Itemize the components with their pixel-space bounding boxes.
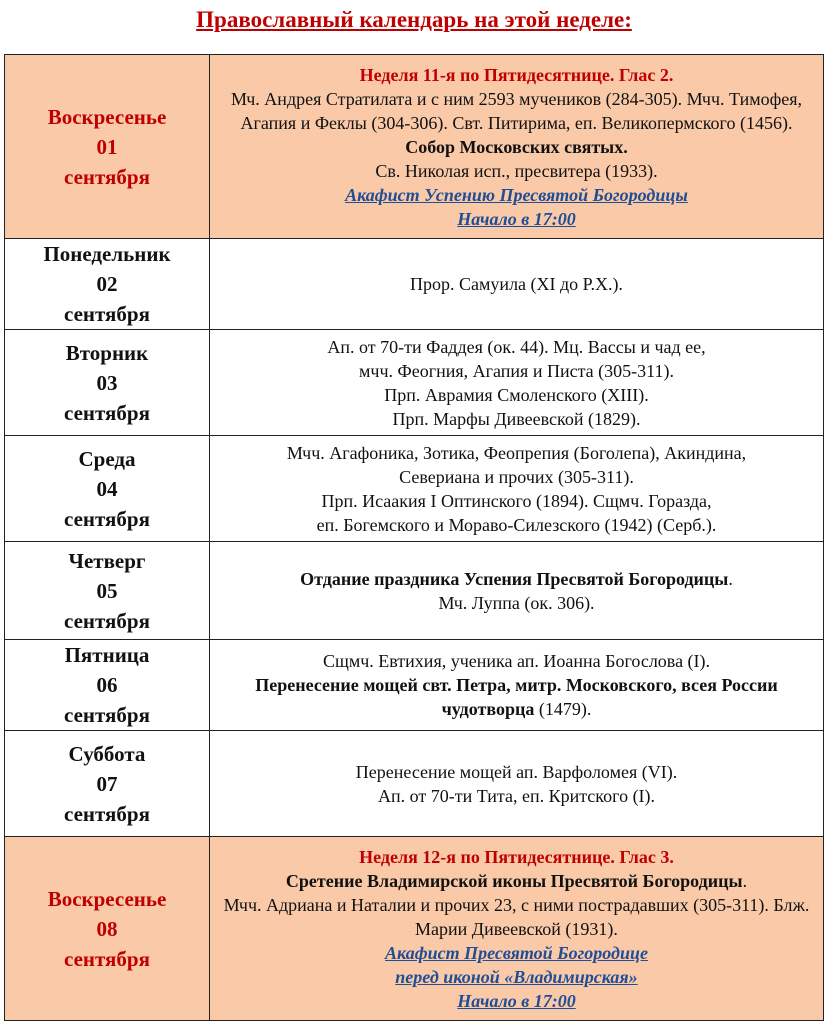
day-cell: [5, 55, 210, 239]
day-number: 05: [96, 578, 118, 603]
day-number: 01: [96, 134, 118, 159]
day-number: 02: [96, 272, 118, 296]
saints-cell: [210, 542, 824, 640]
akathist-link[interactable]: Акафист Пресвятой Богородице: [385, 942, 648, 963]
day-cell: [5, 239, 210, 330]
saints-line: еп. Богемского и Мораво-Силезского (1942) (Серб.).: [316, 514, 717, 535]
table-row: [5, 640, 824, 731]
saints-text: Св. Николая исп., пресвитера (1933).: [375, 160, 658, 181]
table-row: [5, 542, 824, 640]
saints-line: Прп. Аврамия Смоленского (XIII).: [384, 384, 649, 405]
page-title: Православный календарь на этой неделе:: [196, 7, 632, 32]
table-row: [5, 330, 824, 436]
day-cell: [5, 330, 210, 436]
feast-bold: Собор Московских святых.: [405, 136, 628, 157]
day-cell: [5, 837, 210, 1021]
month: сентября: [64, 400, 150, 425]
weekday: Воскресенье: [47, 886, 167, 911]
day-number: 07: [96, 771, 118, 796]
saints-cell: [210, 731, 824, 837]
table-row: [5, 436, 824, 542]
saints-text: Мчч. Адриана и Наталии и прочих 23, с ними пострадавших (305-311). Блж. Марии Дивеевской (1931).: [223, 894, 810, 939]
month: сентября: [64, 506, 150, 531]
table-row: [5, 239, 824, 330]
day-cell: [5, 542, 210, 640]
saints-line: Сщмч. Евтихия, ученика ап. Иоанна Богослова (I).: [322, 651, 711, 671]
table-row: [5, 731, 824, 837]
saints-line: мчч. Феогния, Агапия и Писта (305-311).: [359, 360, 674, 381]
day-number: 04: [96, 476, 118, 501]
day-cell: [5, 640, 210, 731]
table-row: [5, 837, 824, 1021]
saints-text: (1479).: [534, 699, 592, 719]
saints-line: Перенесение мощей ап. Варфоломея (VI).: [355, 761, 678, 782]
weekday: Вторник: [65, 340, 149, 365]
saints-line: Ап. от 70-ти Фаддея (ок. 44). Мц. Вассы и чад ее,: [327, 336, 706, 357]
month: сентября: [64, 703, 150, 727]
month: сентября: [64, 164, 150, 189]
akathist-link[interactable]: перед иконой «Владимирская»: [395, 966, 638, 987]
akathist-link[interactable]: Акафист Успению Пресвятой Богородицы: [345, 184, 688, 205]
saints-cell: [210, 640, 824, 731]
punctuation: .: [742, 870, 748, 891]
weekday: Четверг: [68, 548, 146, 573]
saints-line: Мчч. Агафоника, Зотика, Феопрепия (Боголепа), Акиндина,: [286, 442, 747, 463]
saints-text: Прор. Самуила (XI до Р.Х.).: [410, 274, 623, 294]
saints-cell: [210, 436, 824, 542]
feast-bold: Сретение Владимирской иконы Пресвятой Богородицы: [285, 870, 743, 891]
day-number: 03: [96, 370, 118, 395]
weekday: Суббота: [68, 741, 146, 766]
day-cell: [5, 731, 210, 837]
saints-line: Мч. Луппа (ок. 306).: [438, 592, 595, 613]
day-number: 08: [96, 916, 118, 941]
saints-line: Прп. Марфы Дивеевской (1829).: [392, 408, 641, 429]
saints-cell: [210, 330, 824, 436]
punctuation: .: [728, 568, 733, 589]
weekday: Воскресенье: [47, 104, 167, 129]
month: сентября: [64, 946, 150, 971]
saints-cell: [210, 239, 824, 330]
week-heading: Неделя 12-я по Пятидесятнице. Глас 3.: [359, 846, 674, 867]
week-heading: Неделя 11-я по Пятидесятнице. Глас 2.: [359, 64, 674, 85]
weekday: Пятница: [64, 643, 150, 667]
weekday: Среда: [78, 446, 136, 471]
month: сентября: [64, 801, 150, 826]
table-row: [5, 55, 824, 239]
start-time-link[interactable]: Начало в 17:00: [457, 990, 576, 1011]
saints-line: Севериана и прочих (305-311).: [399, 466, 634, 487]
calendar-table: [4, 54, 824, 1021]
month: сентября: [64, 302, 150, 326]
feast-bold: Отдание праздника Успения Пресвятой Богородицы: [300, 568, 729, 589]
month: сентября: [64, 608, 150, 633]
day-cell: [5, 436, 210, 542]
weekday: Понедельник: [43, 242, 171, 266]
saints-line: Прп. Исаакия I Оптинского (1894). Сщмч. Горазда,: [321, 490, 712, 511]
start-time-link[interactable]: Начало в 17:00: [457, 208, 576, 229]
saints-line: Ап. от 70-ти Тита, еп. Критского (I).: [377, 785, 656, 806]
saints-cell: [210, 837, 824, 1021]
day-number: 06: [96, 673, 118, 697]
saints-text: Мч. Андрея Стратилата и с ним 2593 мучеников (284-305). Мчч. Тимофея, Агапия и Феклы (304-306). Свт. Питирима, еп. Великопермского (1456).: [230, 88, 803, 133]
saints-cell: [210, 55, 824, 239]
feast-bold: Перенесение мощей свт. Петра, митр. Московского, всея России чудотворца: [255, 675, 778, 719]
